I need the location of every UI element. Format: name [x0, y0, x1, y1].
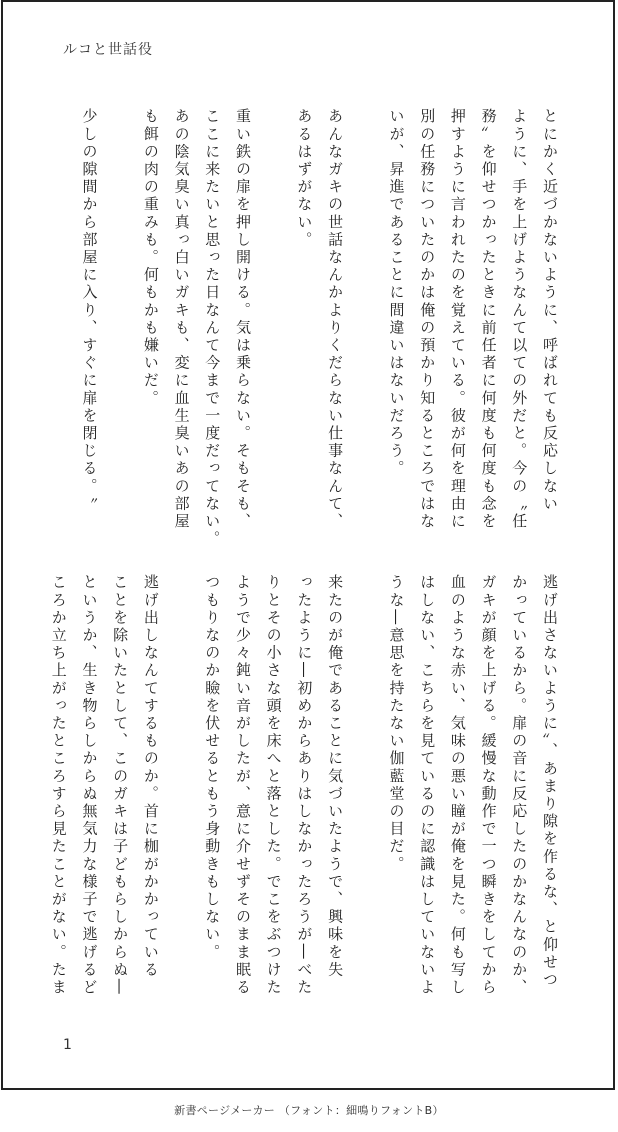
- text-line: [104, 108, 135, 548]
- text-line: いが、昇進であることに間違いはないだろう。: [387, 108, 406, 478]
- text-line: [350, 108, 381, 548]
- text-line: ころか立ち上がったところすら見たことがない。たま: [49, 574, 68, 997]
- text-line: 別の任務についたのかは俺の預かり知るところではな: [418, 108, 437, 531]
- text-line: 逃げ出さないように〟、あまり隙を作るな、と仰せつ: [541, 574, 559, 989]
- text-line: も餌の肉の重みも。何もかも嫌いだ。: [141, 108, 160, 408]
- text-line: 血のような赤い、気味の悪い瞳が俺を見た。何も写し: [448, 574, 467, 997]
- text-line: ことを除いたとして、このガキは子どもらしからぬ―: [111, 574, 130, 997]
- text-line: ようで少々鈍い音がしたが、意に介せずそのまま眠る: [233, 574, 252, 997]
- text-line: 逃げ出しなんてするものか。首に枷がかかっている: [141, 574, 160, 979]
- text-line: [258, 108, 289, 548]
- text-line: あんなガキの世話なんかよりくだらない仕事なんて、: [326, 108, 345, 531]
- text-line: 務〟を仰せつかったときに前任者に何度も何度も念を: [479, 108, 498, 531]
- text-line: ここに来たいと思った日なんて今まで一度だってない。: [203, 108, 222, 548]
- text-line: うな―意思を持たない伽藍堂の目だ。: [387, 574, 406, 874]
- text-line: あの陰気臭い真っ白いガキも、変に血生臭いあの部屋: [172, 108, 191, 531]
- text-line: 来たのが俺であることに気づいたようで、興味を失: [326, 574, 345, 979]
- page-title: ルコと世話役: [63, 42, 153, 58]
- text-line: 重い鉄の扉を押し開ける。気は乗らない。そもそも、: [233, 108, 252, 531]
- text-line: 少しの隙間から部屋に入り、すぐに扉を閉じる。〝: [80, 108, 99, 506]
- text-line: つもりなのか瞼を伏せるともう身動きもしない。: [203, 574, 222, 962]
- page-number: 1: [63, 1037, 72, 1053]
- text-line: かっているから。扉の音に反応したのかなんなのか、: [510, 574, 529, 997]
- text-line: ったように―初めからありはしなかったろうが―べた: [295, 574, 314, 997]
- book-page: [1, 0, 615, 1090]
- text-line: ように、手を上げようなんて以ての外だと。今の〝任: [510, 108, 529, 531]
- text-line: [166, 574, 197, 1014]
- footer-credit: 新書ページメーカー （フォント：細鳴りフォントB）: [174, 1104, 444, 1117]
- text-line: とにかく近づかないように、呼ばれても反応しない: [541, 108, 559, 513]
- text-line: りとその小さな頭を床へと落とした。でこをぶつけた: [264, 574, 283, 997]
- text-line: はしない、こちらを見ているのに認識はしていないよ: [418, 574, 437, 997]
- text-block-top: [74, 108, 565, 548]
- text-line: あるはずがない。: [295, 108, 314, 249]
- text-line: ガキが顔を上げる。緩慢な動作で一つ瞬きをしてから: [479, 574, 498, 997]
- text-line: [350, 574, 381, 1014]
- text-line: 押すように言われたのを覚えている。彼が何を理由に: [448, 108, 467, 531]
- text-block-bottom: [43, 574, 565, 1014]
- text-line: というか、生き物らしからぬ無気力な様子で逃げるど: [80, 574, 99, 997]
